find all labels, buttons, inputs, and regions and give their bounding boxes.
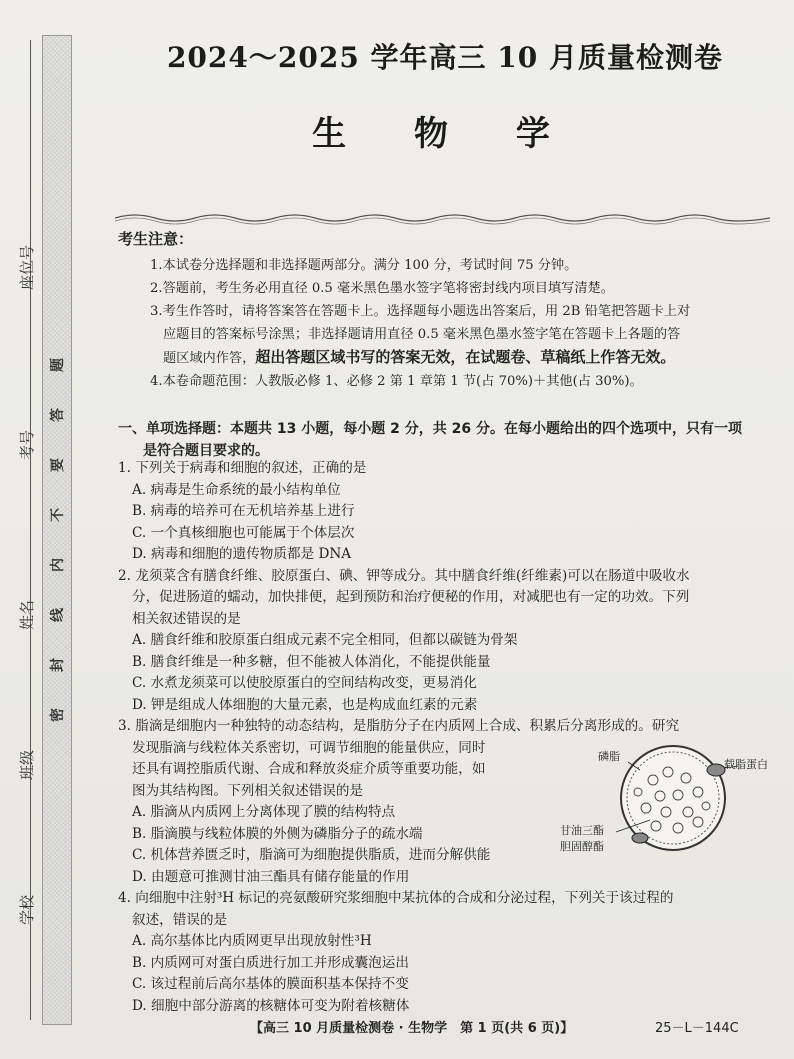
notice-list — [150, 254, 775, 393]
exam-title: 2024～2025 学年高三 10 月质量检测卷 — [166, 41, 724, 74]
seal-char: 线 — [50, 608, 66, 622]
notice-item: 3.考生作答时，请将答案答在答题卡上。选择题每小题选出答案后，用 2B 铅笔把答题卡上对 — [150, 304, 691, 319]
option-b: B. 膳食纤维是一种多糖，但不能被人体消化，不能提供能量 — [132, 653, 491, 670]
option-d: D. 细胞中部分游离的核糖体可变为附着核糖体 — [132, 997, 410, 1014]
notice-emphasis: 超出答题区域书写的答案无效，在试题卷、草稿纸上作答无效。 — [255, 348, 676, 366]
lipid-droplet-diagram — [538, 740, 778, 860]
diagram-label: 载脂蛋白 — [724, 758, 768, 771]
question-stem: 3. 脂滴是细胞内一种独特的动态结构，是脂肪分子在内质网上合成、积累后分离形成的。研究 — [118, 718, 680, 734]
question-2 — [118, 566, 778, 717]
question-list — [118, 458, 778, 1017]
seal-char: 密 — [50, 708, 66, 722]
notice-item: 题区域内作答， — [163, 351, 256, 366]
seal-char: 答 — [50, 408, 66, 422]
diagram-label: 甘油三酯 — [560, 824, 604, 837]
binding-strip — [42, 35, 72, 1025]
option-c: C. 一个真核细胞也可能属于个体层次 — [132, 524, 355, 541]
question-stem: 发现脂滴与线粒体关系密切，可调节细胞的能量供应，同时 — [132, 739, 486, 756]
question-1 — [118, 458, 778, 566]
question-stem: 2. 龙须菜含有膳食纤维、胶原蛋白、碘、钾等成分。其中膳食纤维(纤维素)可以在肠道中吸收水 — [118, 567, 690, 584]
seal-char: 不 — [50, 508, 66, 522]
seal-char: 内 — [50, 558, 66, 572]
question-stem: 叙述，错误的是 — [132, 911, 228, 928]
option-c: C. 水煮龙须菜可以使胶原蛋白的空间结构改变，更易消化 — [132, 675, 477, 691]
option-b: B. 脂滴膜与线粒体膜的外侧为磷脂分子的疏水端 — [132, 825, 423, 842]
notice-heading: 考生注意： — [118, 230, 194, 248]
section-line: 一、单项选择题：本题共 13 小题，每小题 2 分，共 26 分。在每小题给出的四个选项中，只有一项 — [118, 421, 742, 437]
notice-item: 应题目的答案标号涂黑；非选择题请用直径 0.5 毫米黑色墨水签字笔在答题卡上各题的答 — [163, 327, 681, 342]
wave-divider — [115, 210, 770, 226]
notice-item-emphasis-line — [150, 346, 775, 370]
option-a: A. 高尔基体比内质网更早出现放射性³H — [132, 933, 372, 949]
exam-no-label: 考号 — [18, 429, 36, 460]
diagram-label: 磷脂 — [598, 750, 620, 763]
option-d: D. 钾是组成人体细胞的大量元素，也是构成血红素的元素 — [132, 696, 478, 713]
school-label: 学校 — [18, 894, 36, 925]
seal-char: 题 — [50, 358, 66, 372]
question-stem: 分，促进肠道的蠕动，加快排便，起到预防和治疗便秘的作用，对减肥也有一定的功效。下列 — [132, 589, 690, 605]
question-stem: 图为其结构图。下列相关叙述错误的是 — [132, 782, 364, 799]
section-line: 是符合题目要求的。 — [143, 443, 269, 459]
notice-item: 1.本试卷分选择题和非选择题两部分。满分 100 分，考试时间 75 分钟。 — [150, 258, 578, 273]
seat-label: 座位号 — [18, 244, 36, 290]
option-a: A. 脂滴从内质网上分离体现了膜的结构特点 — [132, 804, 396, 820]
option-b: B. 内质网可对蛋白质进行加工并形成囊泡运出 — [132, 954, 409, 971]
seal-char: 封 — [50, 658, 66, 672]
name-label: 姓名 — [18, 599, 36, 630]
notice-item: 4.本卷命题范围：人教版必修 1、必修 2 第 1 章第 1 节(占 70%)＋其他(占 30%)。 — [150, 374, 643, 389]
option-b: B. 病毒的培养可在无机培养基上进行 — [132, 503, 355, 519]
option-d: D. 由题意可推测甘油三酯具有储存能量的作用 — [132, 868, 410, 885]
option-c: C. 该过程前后高尔基体的膜面积基本保持不变 — [132, 976, 409, 992]
subject-title: 生 物 学 — [312, 114, 578, 154]
section-heading — [118, 418, 778, 462]
class-label: 班级 — [18, 749, 36, 780]
binding-line — [30, 40, 31, 1020]
option-c: C. 机体营养匮乏时，脂滴可为细胞提供脂质，进而分解供能 — [132, 847, 491, 863]
question-3 — [118, 716, 778, 888]
question-stem: 4. 向细胞中注射³H 标记的亮氨酸研究浆细胞中某抗体的合成和分泌过程，下列关于该过程的 — [118, 890, 674, 906]
question-stem: 相关叙述错误的是 — [132, 610, 241, 627]
paper-code: 25－L－144C — [655, 1021, 739, 1036]
option-a: A. 病毒是生命系统的最小结构单位 — [132, 481, 341, 498]
option-d: D. 病毒和细胞的遗传物质都是 DNA — [132, 546, 352, 562]
page-footer: 【高三 10 月质量检测卷 · 生物学 第 1 页(共 6 页)】 — [250, 1021, 574, 1036]
question-4 — [118, 888, 778, 1017]
option-a: A. 膳食纤维和胶原蛋白组成元素不完全相同，但都以碳链为骨架 — [132, 632, 518, 648]
notice-item: 2.答题前，考生务必用直径 0.5 毫米黑色墨水签字笔将密封线内项目填写清楚。 — [150, 281, 614, 296]
question-stem: 还具有调控脂质代谢、合成和释放炎症介质等重要功能，如 — [132, 761, 486, 777]
header — [115, 30, 775, 155]
seal-char: 要 — [50, 458, 66, 472]
question-stem: 1. 下列关于病毒和细胞的叙述，正确的是 — [118, 460, 367, 476]
diagram-label: 胆固醇酯 — [560, 840, 604, 853]
